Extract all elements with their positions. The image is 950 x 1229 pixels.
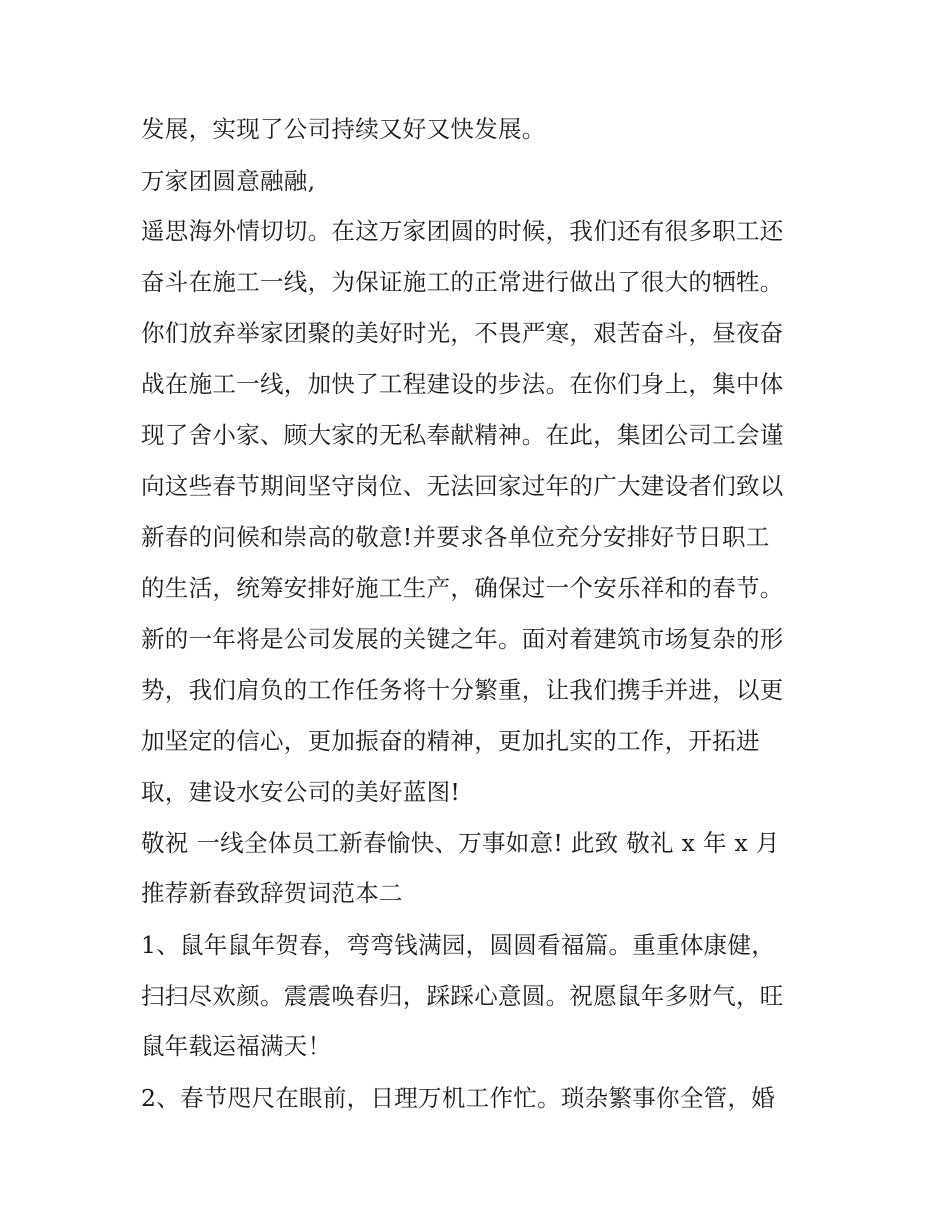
section-heading: 推荐新春致辞贺词范本二 [141,879,403,907]
text-line: 加坚定的信心，更加振奋的精神，更加扎实的工作，开拓进 [141,727,760,755]
list-item: 2、春节咫尺在眼前，日理万机工作忙。琐杂繁事你全管，婚 [141,1084,776,1112]
text-line: 战在施工一线，加快了工程建设的步法。在你们身上，集中体 [141,370,784,398]
text-line: 奋斗在施工一线，为保证施工的正常进行做出了很大的牺牲。 [141,268,784,296]
text-line: 势，我们肩负的工作任务将十分繁重，让我们携手并进，以更 [141,676,784,704]
text-line: 你们放弃举家团聚的美好时光，不畏严寒，艰苦奋斗，昼夜奋 [141,319,784,347]
text-line: 新春的问候和崇高的敬意!并要求各单位充分安排好节日职工 [141,523,770,551]
text-line: 敬祝 一线全体员工新春愉快、万事如意! 此致 敬礼 x 年 x 月 [141,829,780,857]
text-line: 取，建设水安公司的美好蓝图! [141,778,461,806]
text-line: 新的一年将是公司发展的关键之年。面对着建筑市场复杂的形 [141,625,784,653]
text-line: 的生活，统筹安排好施工生产，确保过一个安乐祥和的春节。 [141,574,784,602]
text-line: 鼠年载运福满天！ [141,1032,332,1060]
text-line: 扫扫尽欢颜。震震唤春归，踩踩心意圆。祝愿鼠年多财气，旺 [141,982,784,1010]
text-line: 向这些春节期间坚守岗位、无法回家过年的广大建设者们致以 [141,472,784,500]
text-line: 发展，实现了公司持续又好又快发展。 [141,115,546,143]
text-line: 现了舍小家、顾大家的无私奉献精神。在此，集团公司工会谨 [141,421,784,449]
list-item: 1、鼠年鼠年贺春，弯弯钱满园，圆圆看福篇。重重体康健， [141,931,776,959]
text-line: 万家团圆意融融, [141,167,316,195]
text-line: 遥思海外情切切。在这万家团圆的时候，我们还有很多职工还 [141,217,784,245]
